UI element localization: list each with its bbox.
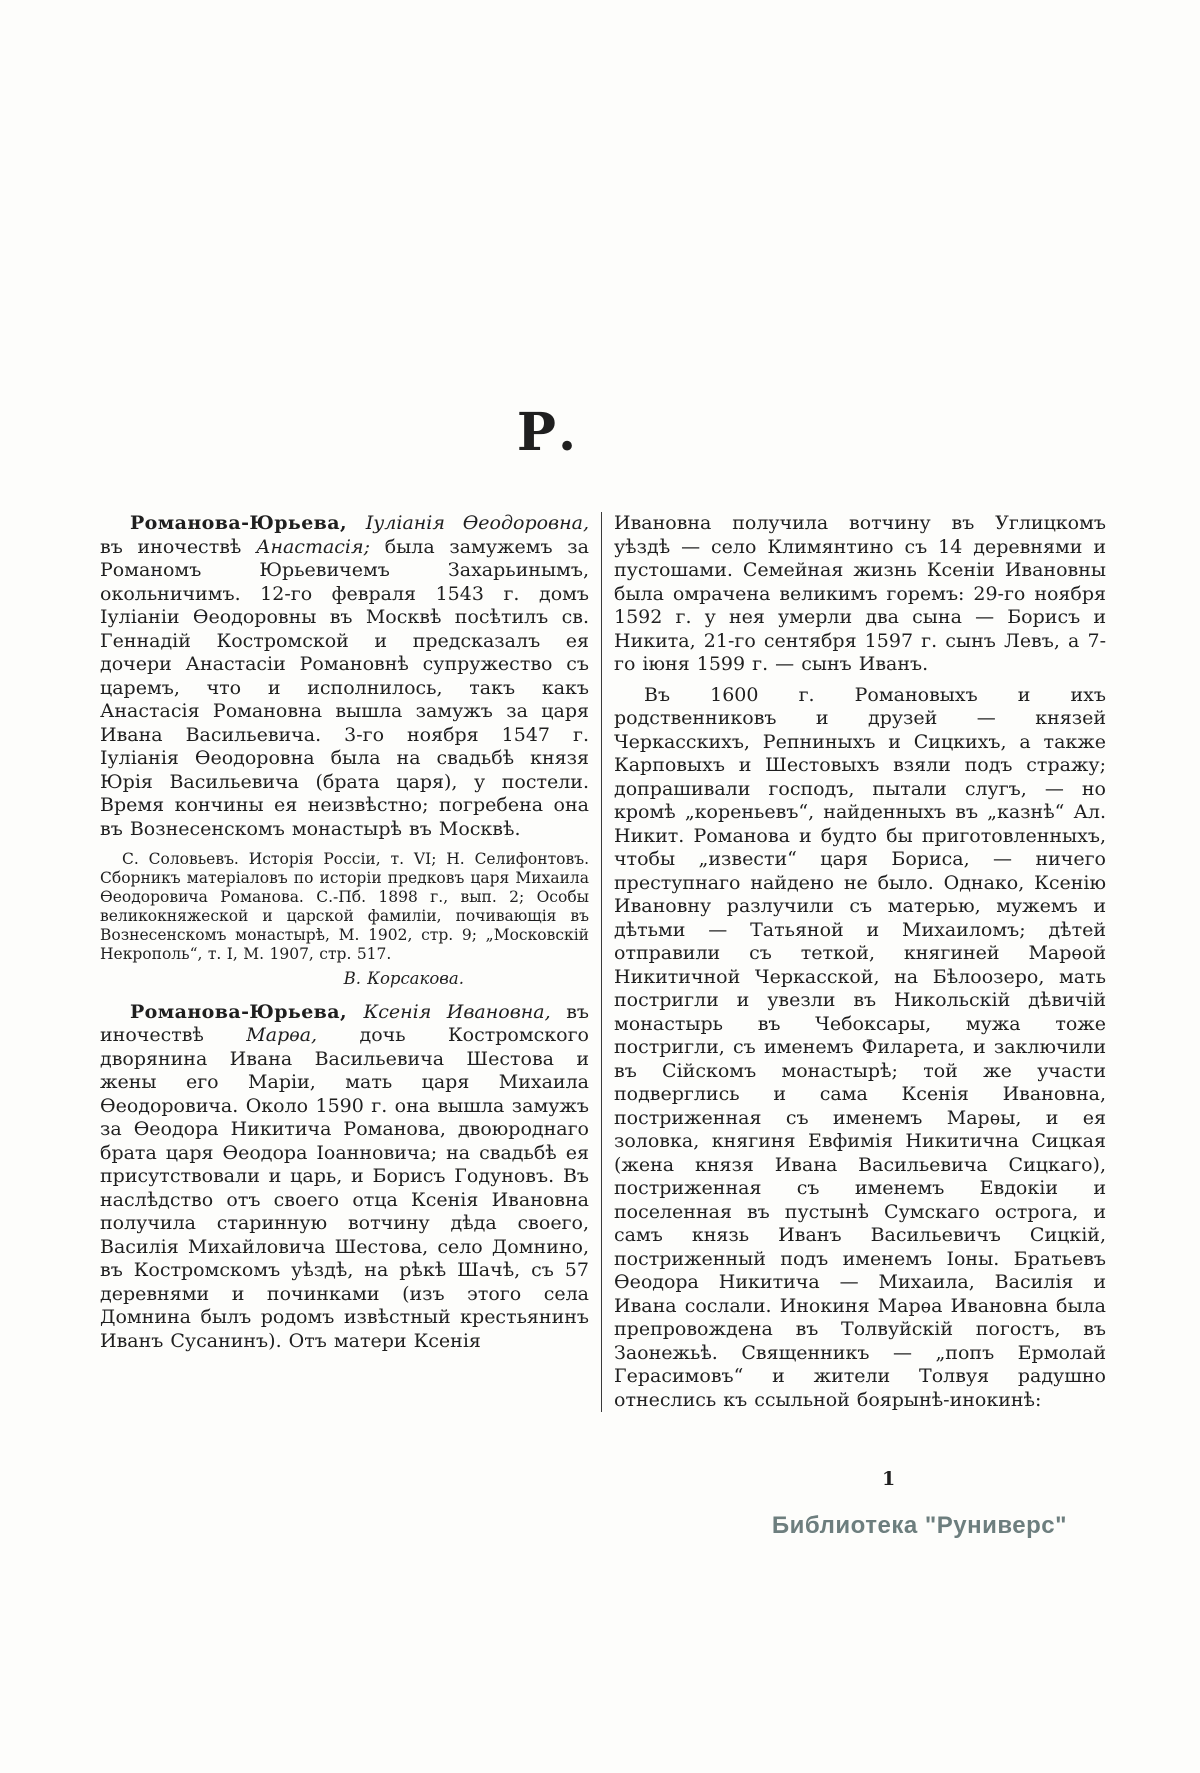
entry1-person-name: Іуліанія Ѳеодоровна, — [365, 512, 589, 534]
column-divider-rule — [601, 512, 602, 1412]
entry1-body-text: была замужемъ за Романомъ Юрьевичемъ Захарьинымъ, окольничимъ. 12-го февраля 1543 г. домъ Іуліаніи Ѳеодоровны въ Москвѣ посѣтилъ св. Геннадій Костромской и предсказалъ ея дочери Анастасіи Романовнѣ супружество съ царемъ, что и исполнилось, такъ какъ Анастасія Романовна вышла замужъ за царя Ивана Васильевича. 3-го ноября 1547 г. Іуліанія Ѳеодоровна была на свадьбѣ князя Юрія Васильевича (брата царя), у постели. Время кончины ея неизвѣстно; погребена она въ Вознесенскомъ монастырѣ въ Москвѣ. — [100, 535, 589, 840]
entry1-monastic-name: Анастасія; — [256, 535, 385, 558]
page-number: 1 — [882, 1468, 896, 1490]
paragraph-year-1600: Въ 1600 г. Романовыхъ и ихъ родственниковъ и друзей — князей Черкасскихъ, Репниныхъ и Сицкихъ, а также Карповыхъ и Шестовыхъ взяли подъ стражу; допрашивали господъ, пытали слугъ, — но кромѣ „кореньевъ“, найденныхъ въ „казнѣ“ Ал. Никит. Романова и будто бы приготовленныхъ, чтобы „извести“ царя Бориса, — ничего преступнаго найдено не было. Однако, Ксенію Ивановну разлучили съ матерью, мужемъ и дѣтьми — Татьяной и Михаиломъ; дѣтей отправили съ теткой, княгиней Марѳой Никитичной Черкасской, на Бѣлоозеро, мать постригли и увезли въ Никольскій дѣвичій монастырь въ Чебоксары, мужа тоже постригли, съ именемъ Филарета, и заключили въ Сійскомъ монастырѣ; той же участи подверглись и сама Ксенія Ивановна, постриженная съ именемъ Марѳы, и ея золовка, княгиня Евфимія Никитична Сицкая (жена князя Ивана Васильевича Сицкаго), постриженная съ именемъ Евдокіи и поселенная въ пустынѣ Сумскаго острога, и самъ князь Иванъ Васильевичъ Сицкій, постриженный подъ именемъ Іоны. Братьевъ Ѳеодора Никитича — Михаила, Василія и Ивана сослали. Инокиня Марѳа Ивановна была препровождена въ Толвуйскій погостъ, въ Заонежьѣ. Священникъ — „попъ Ермолай Герасимовъ“ и жители Толвуя радушно отнеслись къ ссыльной боярынѣ-инокинѣ: — [614, 683, 1106, 1411]
entry2-person-name: Ксенія Ивановна, — [363, 1000, 567, 1023]
entry1-headword: Романова-Юрьева, — [130, 512, 366, 534]
entry2-leadin: въ иночествѣ — [100, 1000, 589, 1046]
section-letter-heading: Р. — [516, 402, 579, 463]
entry2-body-text: дочь Костромского дворянина Ивана Васильевича Шестова и жены его Маріи, мать царя Михаила Ѳеодоровича. Около 1590 г. она вышла замужъ за Ѳеодора Никитича Романова, двоюроднаго брата царя Ѳеодора Іоанновича; на свадьбѣ ея присутствовали и царь, и Борисъ Годуновъ. Въ наслѣдство отъ своего отца Ксенія Ивановна получила старинную вотчину дѣда своего, Василія Михайловича Шестова, село Домнино, въ Костромскомъ уѣздѣ, на рѣкѣ Шачѣ, съ 57 деревнями и починками (изъ этого села Домнина былъ родомъ извѣстный крестьянинъ Иванъ Сусанинъ). Отъ матери Ксенія — [100, 1024, 589, 1352]
library-watermark: Библиотека "Руниверс" — [771, 1512, 1067, 1539]
left-column — [100, 512, 589, 1412]
text-columns — [100, 512, 1106, 1412]
author-signature: В. Корсакова. — [343, 969, 464, 988]
entry2-headword: Романова-Юрьева, — [130, 1000, 364, 1023]
entry2-monastic-name: Марѳа, — [246, 1024, 360, 1046]
bibliography-note: С. Соловьевъ. Исторія Россіи, т. VI; Н. Селифонтовъ. Сборникъ матеріаловъ по исторіи предковъ царя Михаила Ѳеодоровича Романова. С.-Пб. 1898 г., вып. 2; Особы великокняжеской и царской фамиліи, почивающія въ Вознесенскомъ монастырѣ, М. 1902, стр. 9; „Московскій Некрополь“, т. I, М. 1907, стр. 517. — [100, 850, 589, 963]
entry-romanova-yurieva-iulianiya — [100, 512, 589, 841]
right-column — [614, 512, 1106, 1412]
entry1-leadin: въ иночествѣ — [100, 535, 257, 558]
continuation-paragraph: Ивановна получила вотчину въ Углицкомъ уѣздѣ — село Климянтино съ 14 деревнями и пустошами. Семейная жизнь Ксеніи Ивановны была омрачена великимъ горемъ: 29-го ноября 1592 г. у нея умерли два сына — Борисъ и Никита, 21-го сентября 1597 г. сынъ Левъ, а 7-го іюня 1599 г. — сынъ Иванъ. — [614, 512, 1106, 675]
entry-romanova-yurieva-kseniya — [100, 1001, 589, 1354]
